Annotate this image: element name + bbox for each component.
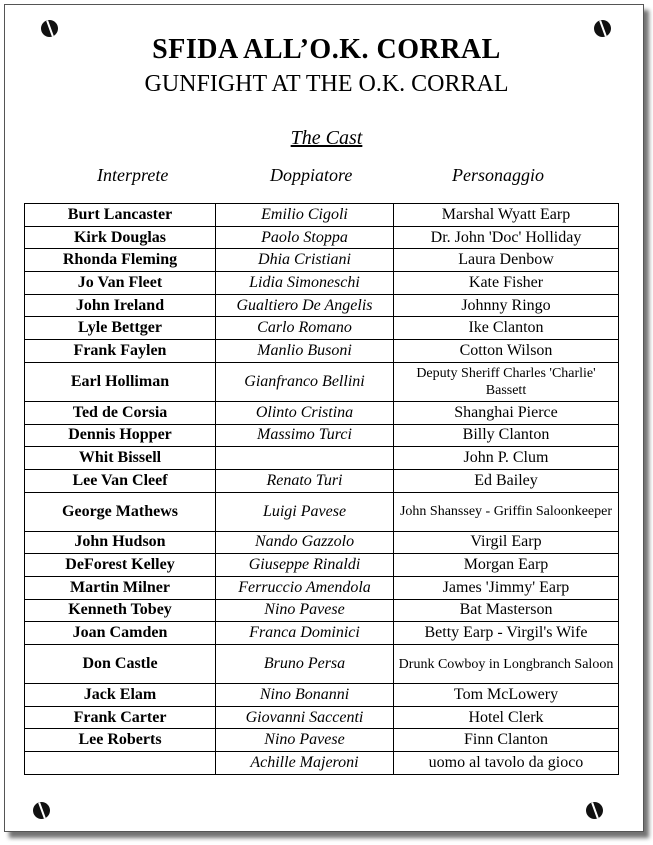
table-row <box>25 645 619 684</box>
dubber-cell: Giuseppe Rinaldi <box>216 554 394 577</box>
table-row <box>25 752 619 775</box>
actor-cell: Dennis Hopper <box>25 424 216 447</box>
actor-cell: Ted de Corsia <box>25 401 216 424</box>
screw-icon <box>586 802 603 819</box>
actor-cell: John Ireland <box>25 294 216 317</box>
page-title: SFIDA ALL’O.K. CORRAL <box>152 34 501 65</box>
character-cell: Kate Fisher <box>394 272 619 295</box>
table-row <box>25 599 619 622</box>
table-row <box>25 684 619 707</box>
actor-cell: Martin Milner <box>25 576 216 599</box>
table-row <box>25 729 619 752</box>
character-cell: Ike Clanton <box>394 317 619 340</box>
table-row <box>25 294 619 317</box>
actor-cell: Frank Carter <box>25 706 216 729</box>
character-cell: uomo al tavolo da gioco <box>394 752 619 775</box>
table-row <box>25 531 619 554</box>
table-row <box>25 317 619 340</box>
character-cell: Hotel Clerk <box>394 706 619 729</box>
actor-cell: Kirk Douglas <box>25 226 216 249</box>
dubber-cell: Nino Pavese <box>216 599 394 622</box>
column-header-interprete: Interprete <box>97 165 169 185</box>
actor-cell: George Mathews <box>25 492 216 531</box>
table-row <box>25 362 619 401</box>
table-row <box>25 272 619 295</box>
character-cell: John P. Clum <box>394 447 619 470</box>
actor-cell: Lee Roberts <box>25 729 216 752</box>
dubber-cell: Ferruccio Amendola <box>216 576 394 599</box>
dubber-cell: Manlio Busoni <box>216 340 394 363</box>
column-header-personaggio: Personaggio <box>452 165 544 185</box>
table-row <box>25 554 619 577</box>
dubber-cell: Bruno Persa <box>216 645 394 684</box>
actor-cell: Joan Camden <box>25 622 216 645</box>
dubber-cell: Giovanni Saccenti <box>216 706 394 729</box>
cast-heading: The Cast <box>290 127 363 149</box>
actor-cell: Rhonda Fleming <box>25 249 216 272</box>
character-cell: Virgil Earp <box>394 531 619 554</box>
dubber-cell: Dhia Cristiani <box>216 249 394 272</box>
dubber-cell: Olinto Cristina <box>216 401 394 424</box>
actor-cell: John Hudson <box>25 531 216 554</box>
actor-cell: Burt Lancaster <box>25 204 216 227</box>
character-cell: Laura Denbow <box>394 249 619 272</box>
table-row <box>25 226 619 249</box>
character-cell: Morgan Earp <box>394 554 619 577</box>
actor-cell: Don Castle <box>25 645 216 684</box>
table-row <box>25 204 619 227</box>
page-subtitle-english: GUNFIGHT AT THE O.K. CORRAL <box>144 71 509 97</box>
dubber-cell: Gualtiero De Angelis <box>216 294 394 317</box>
table-row <box>25 401 619 424</box>
character-cell: Billy Clanton <box>394 424 619 447</box>
table-row <box>25 340 619 363</box>
character-cell: Deputy Sheriff Charles 'Charlie' Bassett <box>394 362 619 401</box>
dubber-cell: Carlo Romano <box>216 317 394 340</box>
table-row <box>25 249 619 272</box>
dubber-cell: Massimo Turci <box>216 424 394 447</box>
table-row <box>25 447 619 470</box>
character-cell: Drunk Cowboy in Longbranch Saloon <box>394 645 619 684</box>
table-row <box>25 424 619 447</box>
actor-cell: Earl Holliman <box>25 362 216 401</box>
actor-cell: Lee Van Cleef <box>25 469 216 492</box>
table-row <box>25 492 619 531</box>
column-header-doppiatore: Doppiatore <box>270 165 353 185</box>
dubber-cell: Nino Pavese <box>216 729 394 752</box>
actor-cell: Jack Elam <box>25 684 216 707</box>
character-cell: Ed Bailey <box>394 469 619 492</box>
actor-cell: Kenneth Tobey <box>25 599 216 622</box>
dubber-cell: Emilio Cigoli <box>216 204 394 227</box>
table-row <box>25 469 619 492</box>
character-cell: Finn Clanton <box>394 729 619 752</box>
table-row <box>25 576 619 599</box>
dubber-cell: Gianfranco Bellini <box>216 362 394 401</box>
actor-cell <box>25 752 216 775</box>
actor-cell: DeForest Kelley <box>25 554 216 577</box>
dubber-cell: Renato Turi <box>216 469 394 492</box>
actor-cell: Jo Van Fleet <box>25 272 216 295</box>
character-cell: Bat Masterson <box>394 599 619 622</box>
dubber-cell: Nando Gazzolo <box>216 531 394 554</box>
dubber-cell <box>216 447 394 470</box>
character-cell: Johnny Ringo <box>394 294 619 317</box>
character-cell: John Shanssey - Griffin Saloonkeeper <box>394 492 619 531</box>
dubber-cell: Lidia Simoneschi <box>216 272 394 295</box>
character-cell: Betty Earp - Virgil's Wife <box>394 622 619 645</box>
character-cell: James 'Jimmy' Earp <box>394 576 619 599</box>
screw-icon <box>33 802 50 819</box>
dubber-cell: Franca Dominici <box>216 622 394 645</box>
character-cell: Marshal Wyatt Earp <box>394 204 619 227</box>
cast-table <box>24 203 619 775</box>
dubber-cell: Nino Bonanni <box>216 684 394 707</box>
character-cell: Shanghai Pierce <box>394 401 619 424</box>
actor-cell: Frank Faylen <box>25 340 216 363</box>
character-cell: Cotton Wilson <box>394 340 619 363</box>
cast-table-body <box>25 204 619 775</box>
dubber-cell: Luigi Pavese <box>216 492 394 531</box>
character-cell: Dr. John 'Doc' Holliday <box>394 226 619 249</box>
actor-cell: Whit Bissell <box>25 447 216 470</box>
dubber-cell: Paolo Stoppa <box>216 226 394 249</box>
table-row <box>25 706 619 729</box>
table-row <box>25 622 619 645</box>
dubber-cell: Achille Majeroni <box>216 752 394 775</box>
actor-cell: Lyle Bettger <box>25 317 216 340</box>
character-cell: Tom McLowery <box>394 684 619 707</box>
